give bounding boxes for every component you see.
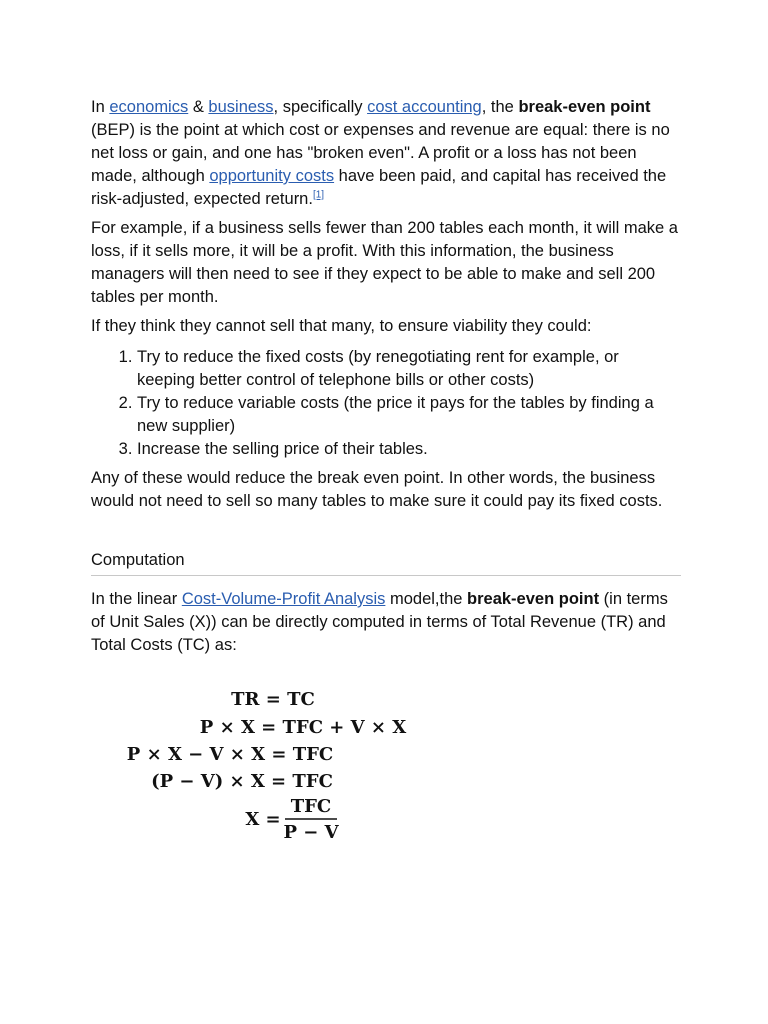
text: model,the xyxy=(385,590,468,608)
equations-figure xyxy=(0,686,768,856)
link-cost-accounting[interactable]: cost accounting xyxy=(367,98,482,116)
intro-paragraph xyxy=(91,96,681,211)
text: (BEP) is the point at which cost or expenses and revenue are equal: there is no net loss or gain, and one has "broken even". A profit or a loss has not been made, although xyxy=(91,121,670,185)
text: , specifically xyxy=(273,98,368,116)
options-list xyxy=(91,346,681,461)
term-break-even-point: break-even point xyxy=(467,590,600,608)
equation-3: P × X − V × X = TFC xyxy=(126,744,334,765)
equation-2: P × X = TFC + V × X xyxy=(199,717,407,738)
computation-paragraph xyxy=(91,588,681,657)
equation-4: (P − V) × X = TFC xyxy=(151,771,333,792)
conclusion-paragraph: Any of these would reduce the break even point. In other words, the business would not need to sell so many tables to make sure it could pay its fixed costs. xyxy=(91,469,663,510)
equation-5-denominator: P − V xyxy=(283,822,339,843)
equation-5-lhs: X = xyxy=(245,809,281,830)
list-item: 3. Increase the selling price of their tables. xyxy=(137,438,681,461)
link-business[interactable]: business xyxy=(208,98,274,116)
equation-1: TR = TC xyxy=(231,689,315,710)
link-opportunity-costs[interactable]: opportunity costs xyxy=(209,167,335,185)
equation-5-numerator: TFC xyxy=(290,796,332,817)
text: & xyxy=(188,98,209,116)
article-body xyxy=(91,96,681,657)
example-paragraph: For example, if a business sells fewer than 200 tables each month, it will make a loss, if it sells more, it will be a profit. With this information, the business managers will then need to see if they expect to be able to make and sell 200 tables per month. xyxy=(91,219,678,306)
list-item: 2. Try to reduce variable costs (the price it pays for the tables by finding a new supplier) xyxy=(137,392,681,438)
equations-block xyxy=(0,686,768,856)
list-item: 1. Try to reduce the fixed costs (by renegotiating rent for example, or keeping better control of telephone bills or other costs) xyxy=(137,346,681,392)
reference-link[interactable]: [1] xyxy=(312,189,325,201)
text: In xyxy=(91,98,110,116)
text: , the xyxy=(481,98,519,116)
text: (in terms of Unit Sales (X)) can be directly computed in terms of Total Revenue (TR) and Total Costs (TC) as: xyxy=(91,590,668,654)
link-economics[interactable]: economics xyxy=(109,98,189,116)
section-heading-computation: Computation xyxy=(91,549,681,576)
text: In the linear xyxy=(91,590,182,608)
link-cvp-analysis[interactable]: Cost-Volume-Profit Analysis xyxy=(181,590,386,608)
term-break-even-point: break-even point xyxy=(518,98,651,116)
text: have been paid, and capital has received the risk-adjusted, expected return. xyxy=(91,167,667,208)
viability-intro: If they think they cannot sell that many, to ensure viability they could: xyxy=(91,317,592,335)
